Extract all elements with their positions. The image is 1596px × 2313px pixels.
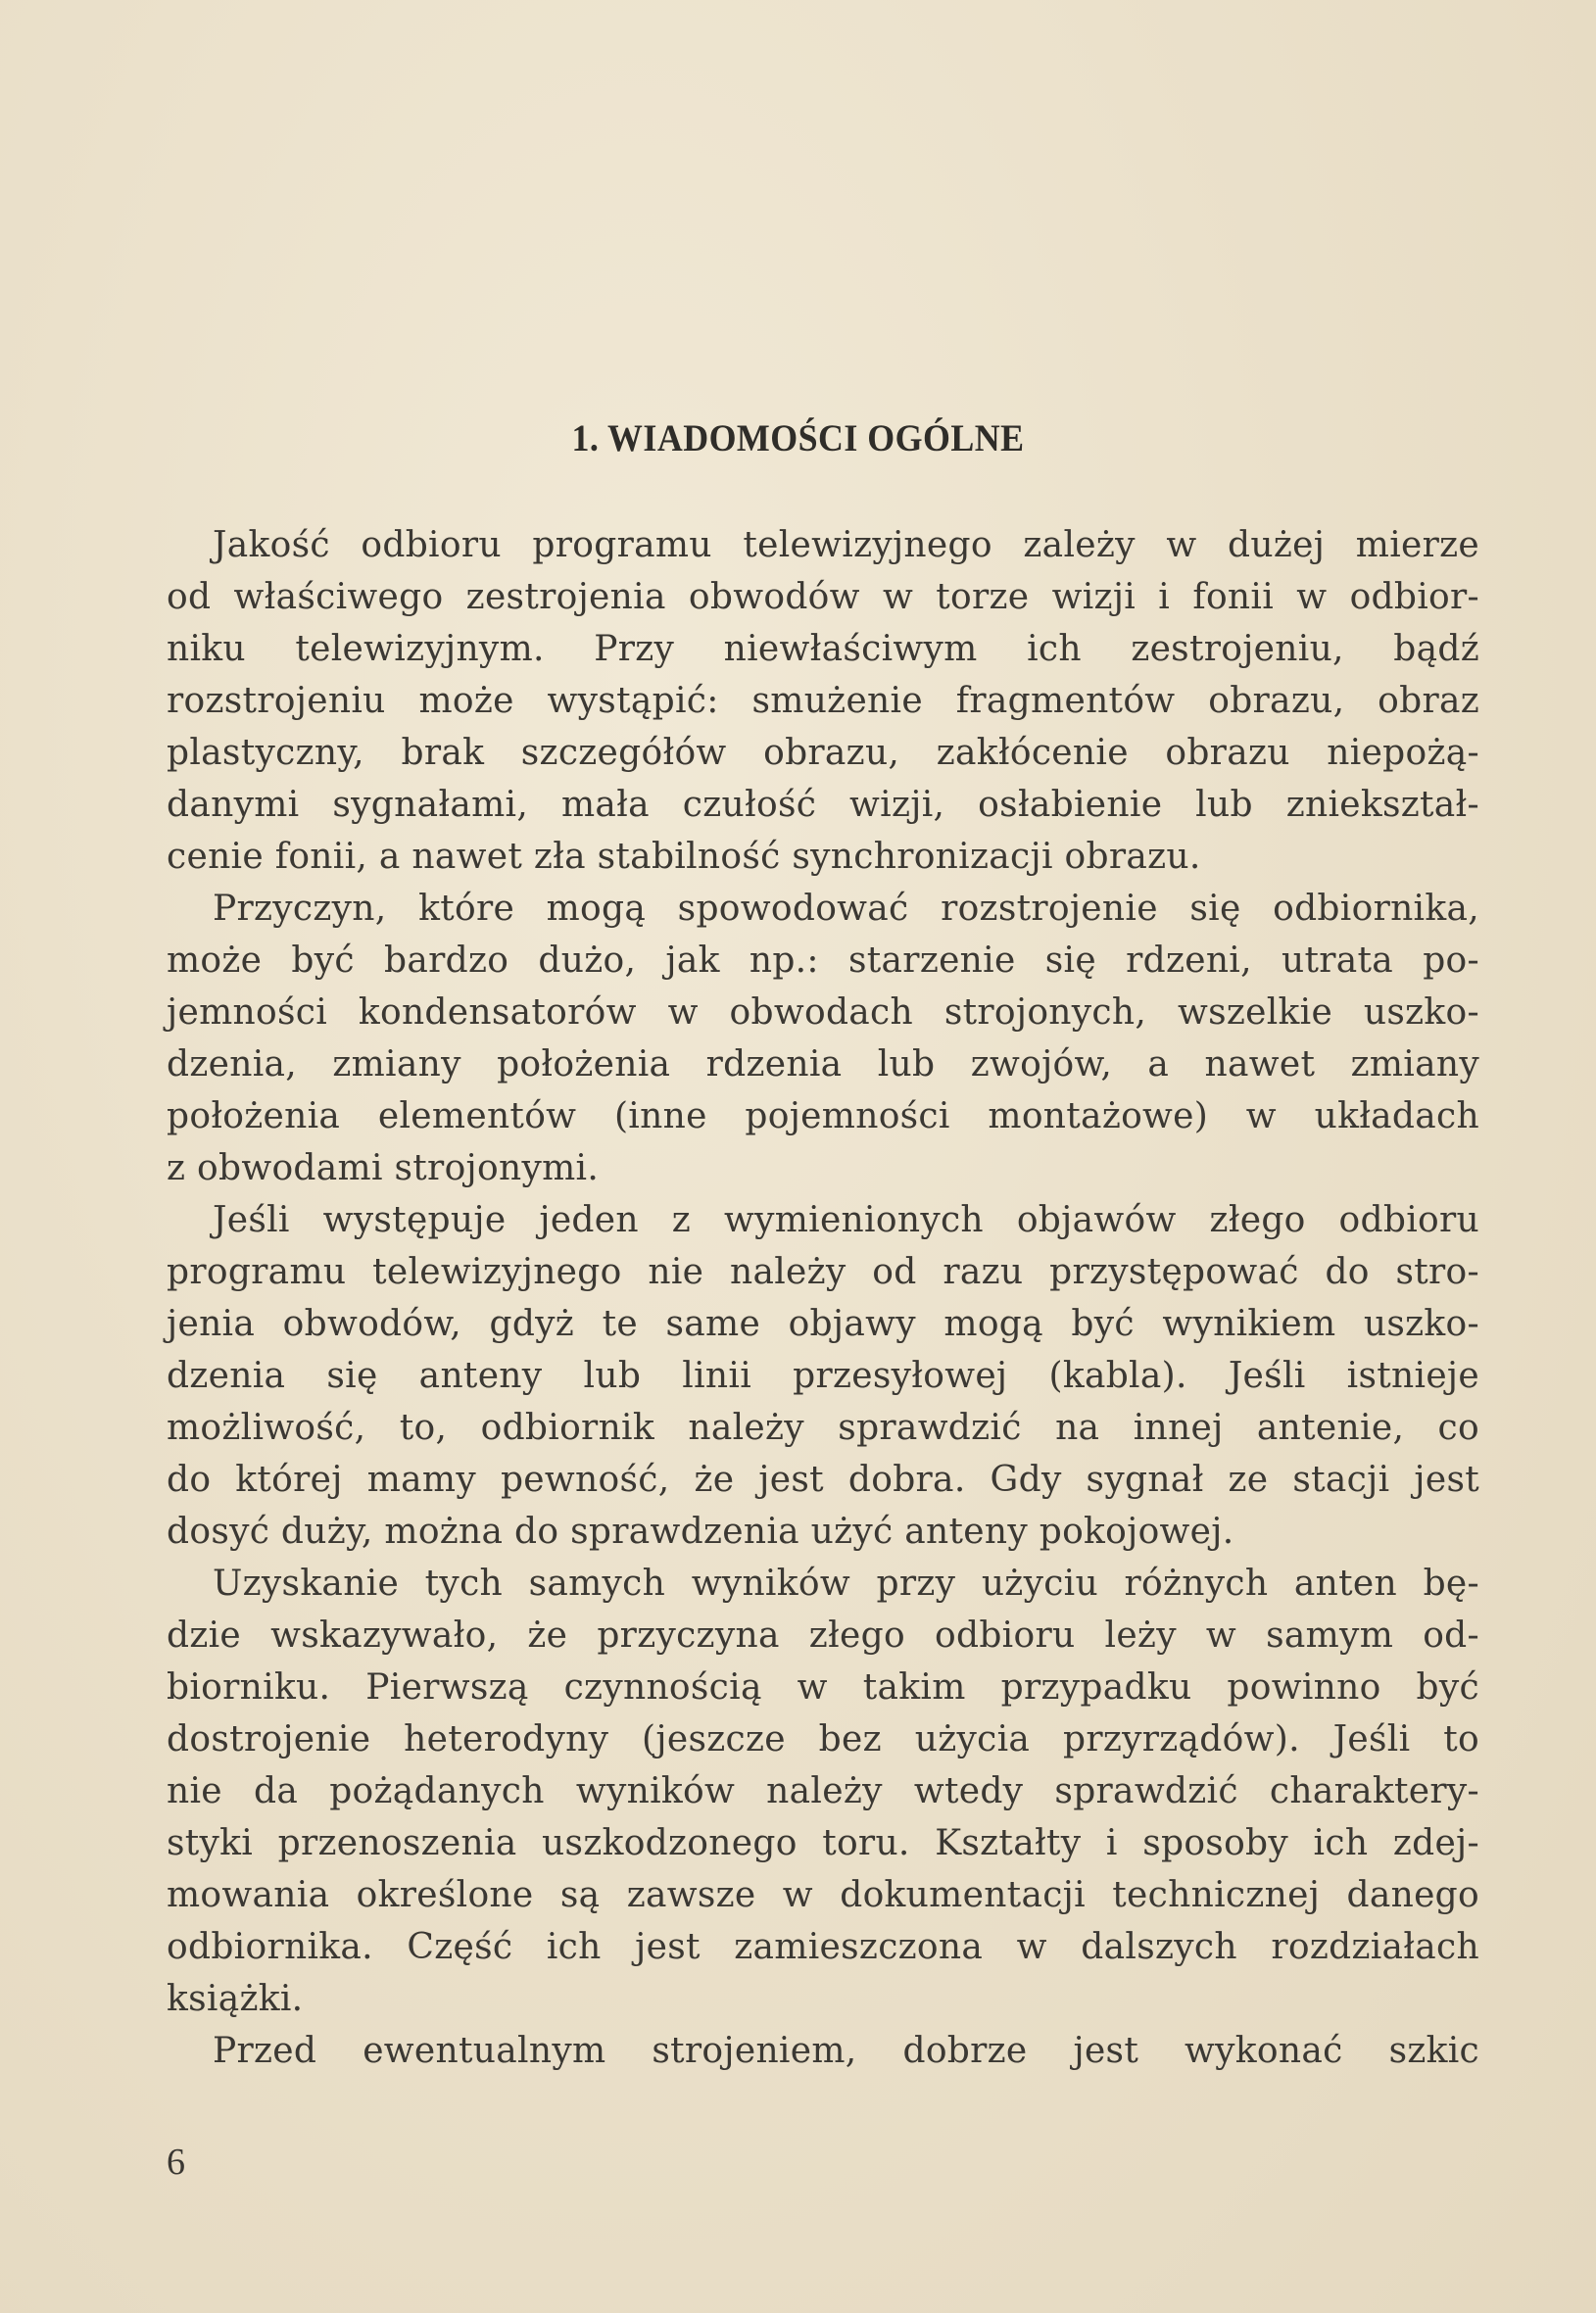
text-line: nie da pożądanych wyników należy wtedy sprawdzić charaktery- [167, 1771, 1479, 1811]
text-line: może być bardzo dużo, jak np.: starzenie się rdzeni, utrata po- [167, 940, 1479, 981]
text-line: do której mamy pewność, że jest dobra. Gdy sygnał ze stacji jest [167, 1460, 1479, 1500]
paragraph [167, 519, 1479, 883]
text-line: dzie wskazywało, że przyczyna złego odbioru leży w samym od- [167, 1615, 1479, 1656]
paragraph [167, 883, 1479, 1194]
text-line: cenie fonii, a nawet zła stabilność synchronizacji obrazu. [167, 837, 1201, 877]
text-line: od właściwego zestrojenia obwodów w torze wizji i fonii w odbior- [167, 577, 1479, 617]
text-line: jenia obwodów, gdyż te same objawy mogą być wynikiem uszko- [167, 1304, 1479, 1344]
text-line: jemności kondensatorów w obwodach strojonych, wszelkie uszko- [167, 992, 1479, 1033]
text-line: książki. [167, 1979, 304, 2019]
text-line: położenia elementów (inne pojemności montażowe) w układach [167, 1096, 1479, 1136]
text-line: niku telewizyjnym. Przy niewłaściwym ich zestrojeniu, bądź [167, 629, 1479, 669]
text-line: Przyczyn, które mogą spowodować rozstrojenie się odbiornika, [213, 889, 1479, 929]
text-line: mowania określone są zawsze w dokumentacji technicznej danego [167, 1875, 1479, 1915]
text-line: styki przenoszenia uszkodzonego toru. Kształty i sposoby ich zdej- [167, 1823, 1479, 1863]
text-line: danymi sygnałami, mała czułość wizji, osłabienie lub zniekształ- [167, 785, 1479, 825]
text-line: dzenia, zmiany położenia rdzenia lub zwojów, a nawet zmiany [167, 1044, 1479, 1084]
text-line: dzenia się anteny lub linii przesyłowej (kabla). Jeśli istnieje [167, 1356, 1479, 1396]
paragraph [167, 1194, 1479, 1558]
text-line: z obwodami strojonymi. [167, 1148, 600, 1188]
text-line: Jeśli występuje jeden z wymienionych objawów złego odbioru [213, 1200, 1479, 1240]
text-line: Uzyskanie tych samych wyników przy użyciu różnych anten bę- [213, 1564, 1479, 1604]
text-line: programu telewizyjnego nie należy od razu przystępować do stro- [167, 1252, 1479, 1292]
text-line: odbiornika. Część ich jest zamieszczona w dalszych rozdziałach [167, 1927, 1479, 1967]
text-line: dostrojenie heterodyny (jeszcze bez użycia przyrządów). Jeśli to [167, 1719, 1479, 1759]
text-line: biorniku. Pierwszą czynnością w takim przypadku powinno być [167, 1667, 1479, 1708]
text-line: dosyć duży, można do sprawdzenia użyć anteny pokojowej. [167, 1512, 1234, 1552]
body-text [167, 519, 1479, 2077]
text-line: Jakość odbioru programu telewizyjnego zależy w dużej mierze [213, 525, 1479, 565]
text-line: plastyczny, brak szczegółów obrazu, zakłócenie obrazu niepożą- [167, 733, 1479, 773]
text-line: rozstrojeniu może wystąpić: smużenie fragmentów obrazu, obraz [167, 681, 1479, 721]
text-line: Przed ewentualnym strojeniem, dobrze jest wykonać szkic [213, 2031, 1479, 2071]
page-number: 6 [167, 2142, 185, 2183]
chapter-title: 1. WIADOMOŚCI OGÓLNE [571, 417, 1025, 459]
text-line: możliwość, to, odbiornik należy sprawdzić na innej antenie, co [167, 1408, 1479, 1448]
paragraph [167, 1558, 1479, 2025]
paragraph [167, 2025, 1479, 2077]
